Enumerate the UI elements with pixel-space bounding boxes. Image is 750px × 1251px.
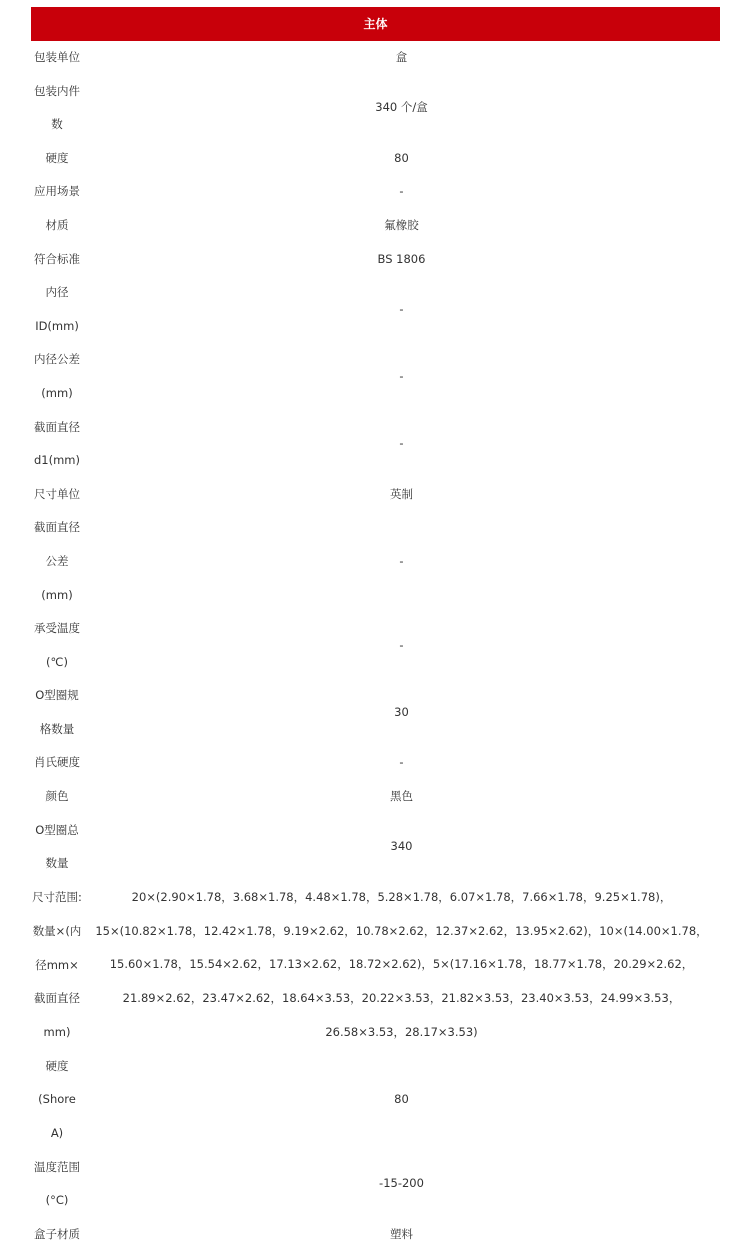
spec-row-standard [31,243,720,277]
spec-label: 内径公差(mm) [34,352,80,400]
spec-row-cross-section [31,411,720,478]
spec-value: 盒 [395,50,408,64]
spec-label: O型圈规格数量 [35,688,79,736]
spec-value: 80 [394,1092,409,1107]
spec-label: 截面直径d1(mm) [34,419,80,468]
spec-row-size-range [31,881,720,1050]
spec-row-inner-diameter-tolerance [31,343,720,410]
spec-value: 80 [394,150,409,165]
spec-label: 包装单位 [34,50,80,64]
spec-row-cross-section-tolerance [31,511,720,612]
spec-label: O型圈总数量 [35,822,79,871]
spec-row-application [31,175,720,209]
spec-value: 氟橡胶 [384,217,419,232]
spec-label: 硬度 [45,150,69,165]
spec-label: 尺寸范围:数量×(内径mm×截面直径mm) [32,890,82,1039]
section-header: 主体 [31,7,720,41]
spec-value: 30 [394,705,409,720]
spec-row-shore-hardness [31,746,720,780]
spec-table [31,41,720,1251]
spec-row-pieces-per-box [31,75,720,142]
spec-table-container [31,7,720,1251]
spec-value: 340 个/盒 [375,100,428,115]
spec-value: BS 1806 [377,251,426,266]
spec-value: 塑料 [390,1226,413,1241]
spec-row-color [31,780,720,814]
spec-value: -15-200 [379,1176,424,1191]
spec-row-oring-total [31,814,720,881]
spec-row-size-unit [31,478,720,512]
spec-value: 英制 [390,486,413,501]
spec-row-temperature [31,612,720,679]
spec-value: - [399,184,404,199]
spec-value: - [399,301,404,316]
spec-value: 340 [390,839,413,854]
spec-label: 温度范围(°C) [34,1159,80,1208]
spec-row-inner-diameter [31,276,720,343]
spec-value: - [399,553,404,568]
spec-label: 内径ID(mm) [35,285,79,333]
spec-label: 承受温度(℃) [34,621,80,669]
spec-label: 包装内件数 [34,83,80,132]
spec-label: 符合标准 [34,251,80,266]
spec-label: 应用场景 [34,184,80,199]
spec-value: 黑色 [390,789,413,804]
spec-row-material [31,209,720,243]
spec-row-hardness-shore-a [31,1050,720,1151]
spec-row-hardness [31,142,720,176]
spec-value: - [399,436,404,451]
spec-row-temperature-range [31,1151,720,1218]
spec-value: - [399,637,404,652]
spec-row-box-material [31,1218,720,1251]
spec-label: 截面直径公差(mm) [34,520,80,602]
spec-label: 盒子材质 [34,1226,80,1241]
spec-label: 颜色 [45,789,69,804]
spec-row-packing-unit [31,41,720,75]
spec-value: 20×(2.90×1.78，3.68×1.78，4.48×1.78，5.28×1.78，6.07×1.78，7.66×1.78，9.25×1.78)，15×(10.82×1.78，12.42×1.78，9.19×2.62，10.78×2.62，12.37×2.62，13.95×2.62)，10×(14.00×1.78，15.60×1.78，15.54×2.62，17.13×2.62，18.72×2.62)，5×(17.16×1.78，18.77×1.78，20.29×2.62，21.89×2.62，23.47×2.62，18.64×3.53，20.22×3.53，21.82×3.53，23.40×3.53，24.99×3.53，26.58×3.53，28.17×3.53) [95,889,708,1040]
spec-label: 尺寸单位 [34,486,80,501]
spec-row-oring-spec-count [31,679,720,746]
spec-label: 肖氏硬度 [34,755,80,770]
spec-value: - [399,369,404,384]
spec-label: 材质 [45,217,69,232]
spec-value: - [399,755,404,770]
spec-label: 硬度(Shore A) [38,1058,76,1141]
